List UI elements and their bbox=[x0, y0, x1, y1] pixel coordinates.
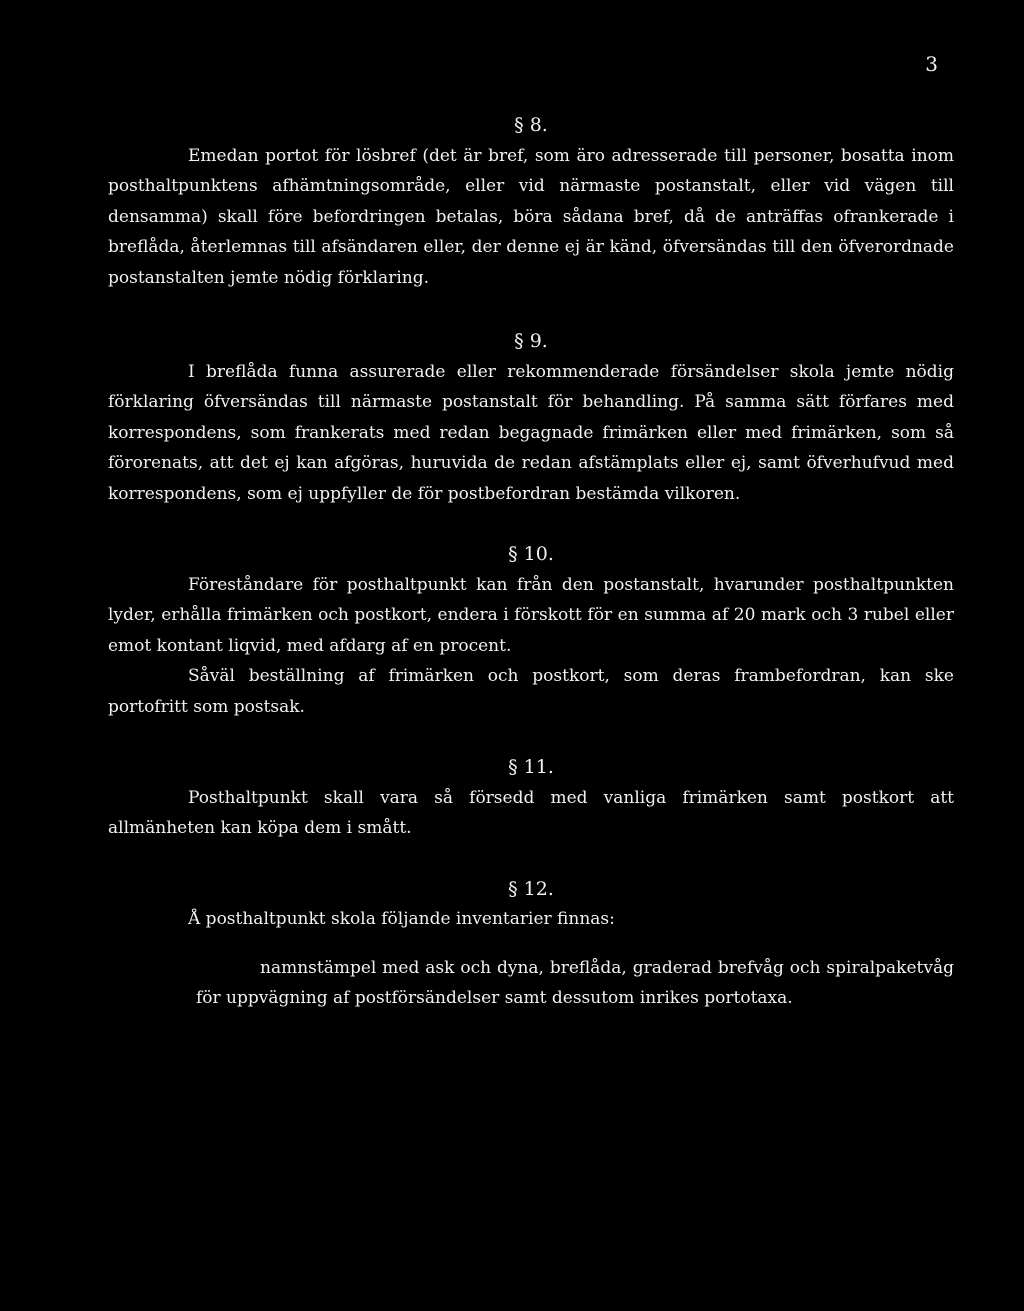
section-12 bbox=[108, 874, 954, 1014]
paragraph: Posthaltpunkt skall vara så försedd med vanliga frimärken samt postkort att allmänheten kan köpa dem i smått. bbox=[108, 787, 954, 838]
section-heading: § 8. bbox=[514, 114, 548, 136]
section-heading: § 12. bbox=[508, 877, 554, 900]
section-8 bbox=[108, 110, 954, 293]
section-11 bbox=[108, 752, 954, 844]
paragraph: Å posthaltpunkt skola följande inventarier finnas: bbox=[188, 909, 615, 929]
section-heading: § 11. bbox=[508, 756, 554, 778]
section-heading: § 10. bbox=[508, 543, 554, 565]
paragraph: Emedan portot för lösbref (det är bref, som äro adresserade till personer, bosatta inom posthaltpunktens afhämtningsområde, eller vid närmaste postanstalt, eller vid vägen till densamma) skall före befordringen betalas, böra sådana bref, då de anträffas ofrankerade i breflåda, återlemnas till afsändaren eller, der denne ej är känd, öfversändas till den öfverordnade postanstalten jemte nödig förklaring. bbox=[108, 145, 954, 288]
page-number: 3 bbox=[925, 52, 938, 76]
section-heading: § 9. bbox=[514, 330, 548, 352]
document-body bbox=[108, 110, 954, 1014]
inventory-list: namnstämpel med ask och dyna, breflåda, graderad brefvåg och spiralpaketvåg för uppvägning af postförsändelser samt dessutom inrikes portotaxa. bbox=[196, 957, 954, 1008]
paragraph: Såväl beställning af frimärken och postkort, som deras frambefordran, kan ske portofritt som postsak. bbox=[108, 666, 954, 717]
section-9 bbox=[108, 326, 954, 509]
section-10 bbox=[108, 539, 954, 722]
paragraph: Föreståndare för posthaltpunkt kan från den postanstalt, hvarunder posthaltpunkten lyder, erhålla frimärken och postkort, endera i förskott för en summa af 20 mark och 3 rubel eller emot kontant liqvid, med afdarg af en procent. bbox=[108, 574, 954, 656]
paragraph: I breflåda funna assurerade eller rekommenderade försändelser skola jemte nödig förklaring öfversändas till närmaste postanstalt för behandling. På samma sätt förfares med korrespondens, som frankerats med redan begagnade frimärken eller med frimärken, som så förorenats, att det ej kan afgöras, huruvida de redan afstämplats eller ej, samt öfverhufvud med korrespondens, som ej uppfyller de för postbefordran bestämda vilkoren. bbox=[108, 361, 954, 504]
